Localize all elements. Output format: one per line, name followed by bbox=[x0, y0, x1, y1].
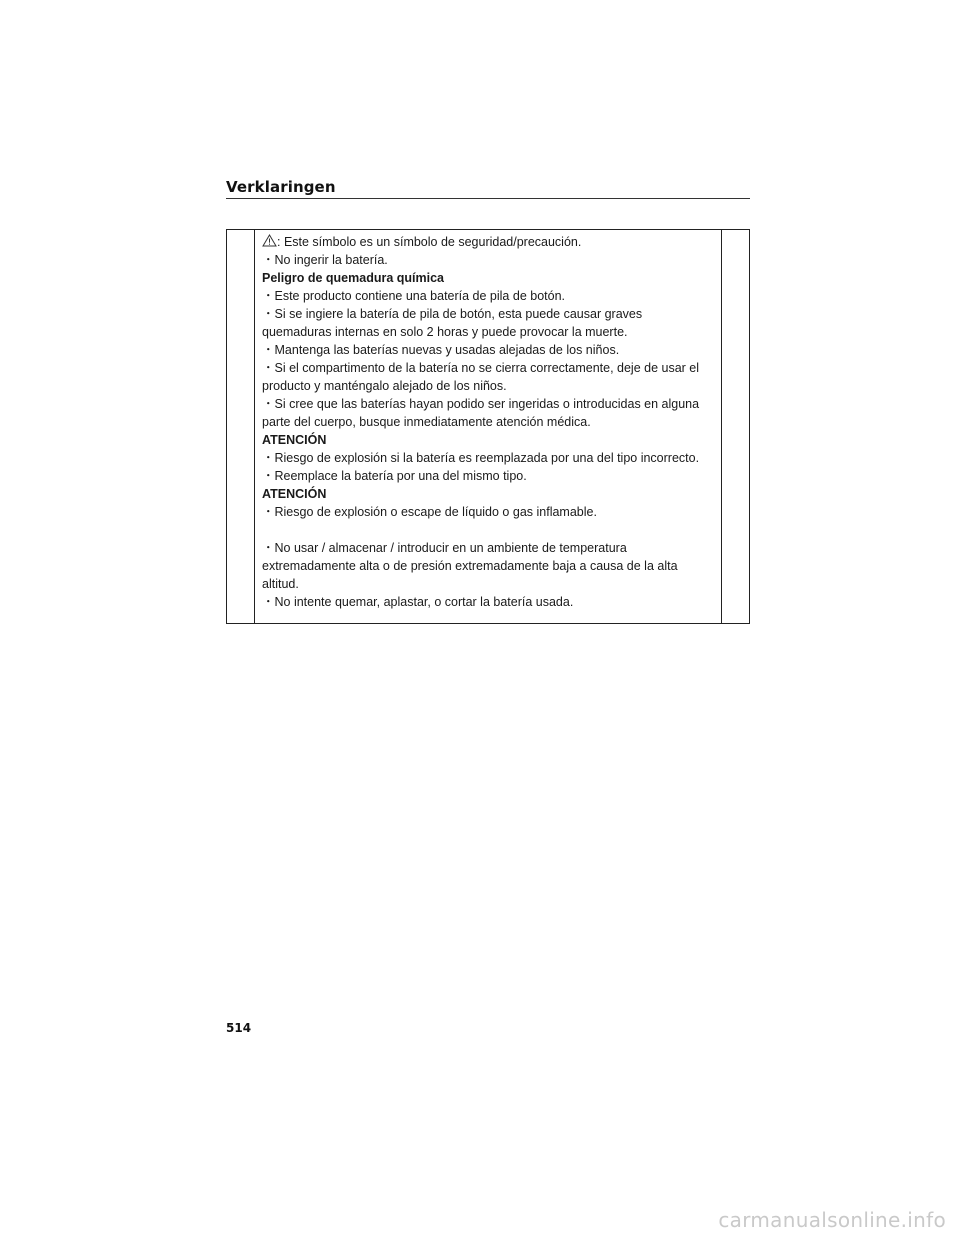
heading-line: Peligro de quemadura química bbox=[262, 271, 444, 285]
text-line: altitud. bbox=[262, 577, 299, 591]
section-title: Verklaringen bbox=[226, 178, 336, 196]
text-line: ・Riesgo de explosión si la batería es reemplazada por una del tipo incorrecto. bbox=[262, 451, 700, 465]
text-line: extremadamente alta o de presión extremadamente baja a causa de la alta bbox=[262, 559, 678, 573]
title-divider bbox=[226, 198, 750, 199]
text-line: ・Si cree que las baterías hayan podido ser ingeridas o introducidas en alguna bbox=[262, 397, 700, 411]
text-line: producto y manténgalo alejado de los niños. bbox=[262, 379, 507, 393]
warning-symbol-text: : Este símbolo es un símbolo de seguridad/precaución. bbox=[277, 235, 582, 249]
page-number: 514 bbox=[226, 1021, 252, 1035]
text-line: ・No ingerir la batería. bbox=[262, 253, 388, 267]
warning-table bbox=[226, 229, 750, 624]
table-left-column bbox=[227, 230, 255, 623]
text-line: ・Riesgo de explosión o escape de líquido o gas inflamable. bbox=[262, 505, 597, 519]
watermark: carmanualsonline.info bbox=[718, 1208, 946, 1232]
warning-symbol-line bbox=[262, 233, 717, 251]
warning-triangle-icon bbox=[262, 234, 277, 247]
text-line: ・Reemplace la batería por una del mismo tipo. bbox=[262, 469, 527, 483]
text-line: ・Si el compartimento de la batería no se cierra correctamente, deje de usar el bbox=[262, 361, 700, 375]
blank-line bbox=[262, 521, 717, 539]
text-line: parte del cuerpo, busque inmediatamente atención médica. bbox=[262, 415, 591, 429]
text-line: ・Si se ingiere la batería de pila de botón, esta puede causar graves bbox=[262, 307, 643, 321]
text-line: ・No usar / almacenar / introducir en un ambiente de temperatura bbox=[262, 541, 627, 555]
text-line: ・Este producto contiene una batería de pila de botón. bbox=[262, 289, 565, 303]
text-line: quemaduras internas en solo 2 horas y puede provocar la muerte. bbox=[262, 325, 628, 339]
text-line: ・No intente quemar, aplastar, o cortar la batería usada. bbox=[262, 595, 574, 609]
heading-line: ATENCIÓN bbox=[262, 433, 327, 447]
heading-line: ATENCIÓN bbox=[262, 487, 327, 501]
text-line: ・Mantenga las baterías nuevas y usadas alejadas de los niños. bbox=[262, 343, 620, 357]
table-right-column bbox=[721, 230, 749, 623]
warning-text-cell bbox=[262, 233, 717, 611]
